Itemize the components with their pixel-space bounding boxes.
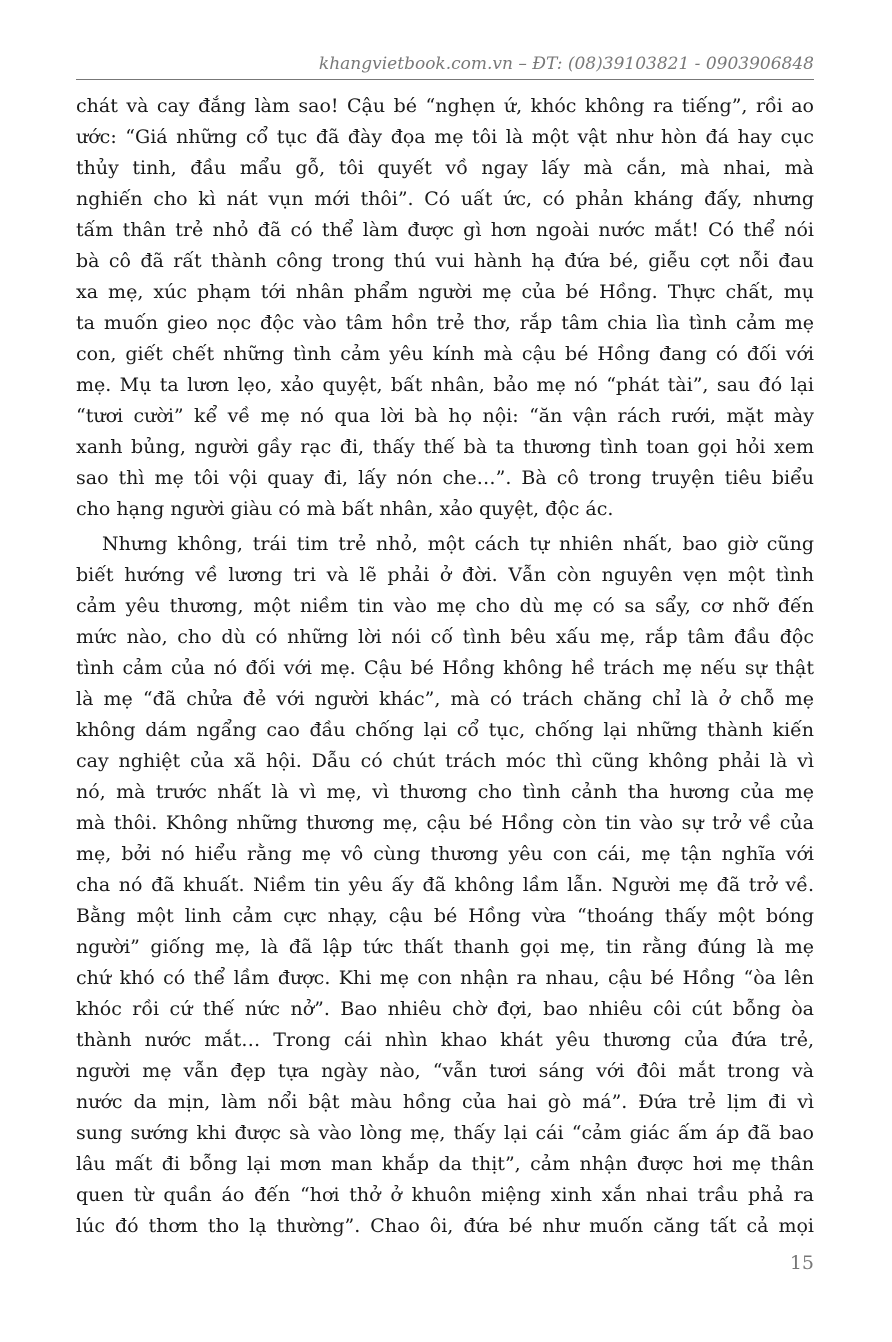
text-line: nghiến cho kì nát vụn mới thôi”. Có uất ức, có phản kháng đấy, nhưng — [76, 188, 814, 210]
text-line: người mẹ vẫn đẹp tựa ngày nào, “vẫn tươi sáng với đôi mắt trong và — [76, 1060, 814, 1082]
paragraph — [76, 91, 814, 525]
text-line: Nhưng không, trái tim trẻ nhỏ, một cách tự nhiên nhất, bao giờ cũng — [102, 533, 814, 555]
text-line: quen từ quần áo đến “hơi thở ở khuôn miệng xinh xắn nhai trầu phả ra — [76, 1184, 814, 1206]
text-line: “tươi cười” kể về mẹ nó qua lời bà họ nội: “ăn vận rách rưới, mặt mày — [76, 405, 814, 427]
text-line: sao thì mẹ tôi vội quay đi, lấy nón che…”. Bà cô trong truyện tiêu biểu — [76, 467, 814, 489]
running-header: khangvietbook.com.vn – ĐT: (08)39103821 - 0903906848 — [318, 54, 814, 74]
text-line: tấm thân trẻ nhỏ đã có thể làm được gì hơn ngoài nước mắt! Có thể nói — [76, 219, 814, 241]
body-text — [76, 91, 814, 1242]
text-line: mẹ, bởi nó hiểu rằng mẹ vô cùng thương yêu con cái, mẹ tận nghĩa với — [76, 843, 814, 865]
text-line: mẹ. Mụ ta lươn lẹo, xảo quyệt, bất nhân, bảo mẹ nó “phát tài”, sau đó lại — [76, 374, 814, 396]
text-line: thành nước mắt… Trong cái nhìn khao khát yêu thương của đứa trẻ, — [76, 1029, 814, 1051]
text-line: cảm yêu thương, một niềm tin vào mẹ cho dù mẹ có sa sẩy, cơ nhỡ đến — [76, 595, 814, 617]
text-line: tình cảm của nó đối với mẹ. Cậu bé Hồng không hề trách mẹ nếu sự thật — [76, 657, 814, 679]
text-line: thủy tinh, đầu mẩu gỗ, tôi quyết vồ ngay lấy mà cắn, mà nhai, mà — [76, 157, 814, 179]
text-line: mức nào, cho dù có những lời nói cố tình bêu xấu mẹ, rắp tâm đầu độc — [76, 626, 814, 648]
text-line: con, giết chết những tình cảm yêu kính mà cậu bé Hồng đang có đối với — [76, 343, 814, 365]
text-line: nước da mịn, làm nổi bật màu hồng của hai gò má”. Đứa trẻ lịm đi vì — [76, 1091, 814, 1113]
text-line: xanh bủng, người gầy rạc đi, thấy thế bà ta thương tình toan gọi hỏi xem — [76, 436, 814, 458]
text-line: cay nghiệt của xã hội. Dẫu có chút trách móc thì cũng không phải là vì — [76, 750, 814, 772]
text-line: khóc rồi cứ thế nức nở”. Bao nhiêu chờ đợi, bao nhiêu côi cút bỗng òa — [76, 998, 814, 1020]
text-line: ta muốn gieo nọc độc vào tâm hồn trẻ thơ, rắp tâm chia lìa tình cảm mẹ — [76, 312, 814, 334]
text-line: cha nó đã khuất. Niềm tin yêu ấy đã không lầm lẫn. Người mẹ đã trở về. — [76, 874, 814, 896]
text-line: Bằng một linh cảm cực nhạy, cậu bé Hồng vừa “thoáng thấy một bóng — [76, 905, 814, 927]
text-line: không dám ngẩng cao đầu chống lại cổ tục, chống lại những thành kiến — [76, 719, 814, 741]
text-line: người” giống mẹ, là đã lập tức thất thanh gọi mẹ, tin rằng đúng là mẹ — [76, 936, 814, 958]
text-line: mà thôi. Không những thương mẹ, cậu bé Hồng còn tin vào sự trở về của — [76, 812, 814, 834]
text-line: là mẹ “đã chửa đẻ với người khác”, mà có trách chăng chỉ là ở chỗ mẹ — [76, 688, 814, 710]
text-line: chát và cay đắng làm sao! Cậu bé “nghẹn ứ, khóc không ra tiếng”, rồi ao — [76, 95, 814, 117]
text-line: xa mẹ, xúc phạm tới nhân phẩm người mẹ của bé Hồng. Thực chất, mụ — [76, 281, 814, 303]
page-number: 15 — [789, 1252, 814, 1274]
text-line: chứ khó có thể lầm được. Khi mẹ con nhận ra nhau, cậu bé Hồng “òa lên — [76, 967, 814, 989]
header-rule — [76, 79, 814, 80]
text-line: biết hướng về lương tri và lẽ phải ở đời. Vẫn còn nguyên vẹn một tình — [76, 564, 814, 586]
text-line: nó, mà trước nhất là vì mẹ, vì thương cho tình cảnh tha hương của mẹ — [76, 781, 814, 803]
text-line: bà cô đã rất thành công trong thú vui hành hạ đứa bé, giễu cợt nỗi đau — [76, 250, 814, 272]
text-line: lâu mất đi bỗng lại mơn man khắp da thịt”, cảm nhận được hơi mẹ thân — [76, 1153, 814, 1175]
text-line: cho hạng người giàu có mà bất nhân, xảo quyệt, độc ác. — [76, 498, 614, 520]
text-line: lúc đó thơm tho lạ thường”. Chao ôi, đứa bé như muốn căng tất cả mọi — [76, 1215, 814, 1237]
paragraph — [76, 529, 814, 1242]
text-line: sung sướng khi được sà vào lòng mẹ, thấy lại cái “cảm giác ấm áp đã bao — [76, 1122, 814, 1144]
text-line: ước: “Giá những cổ tục đã đày đọa mẹ tôi là một vật như hòn đá hay cục — [76, 126, 814, 148]
